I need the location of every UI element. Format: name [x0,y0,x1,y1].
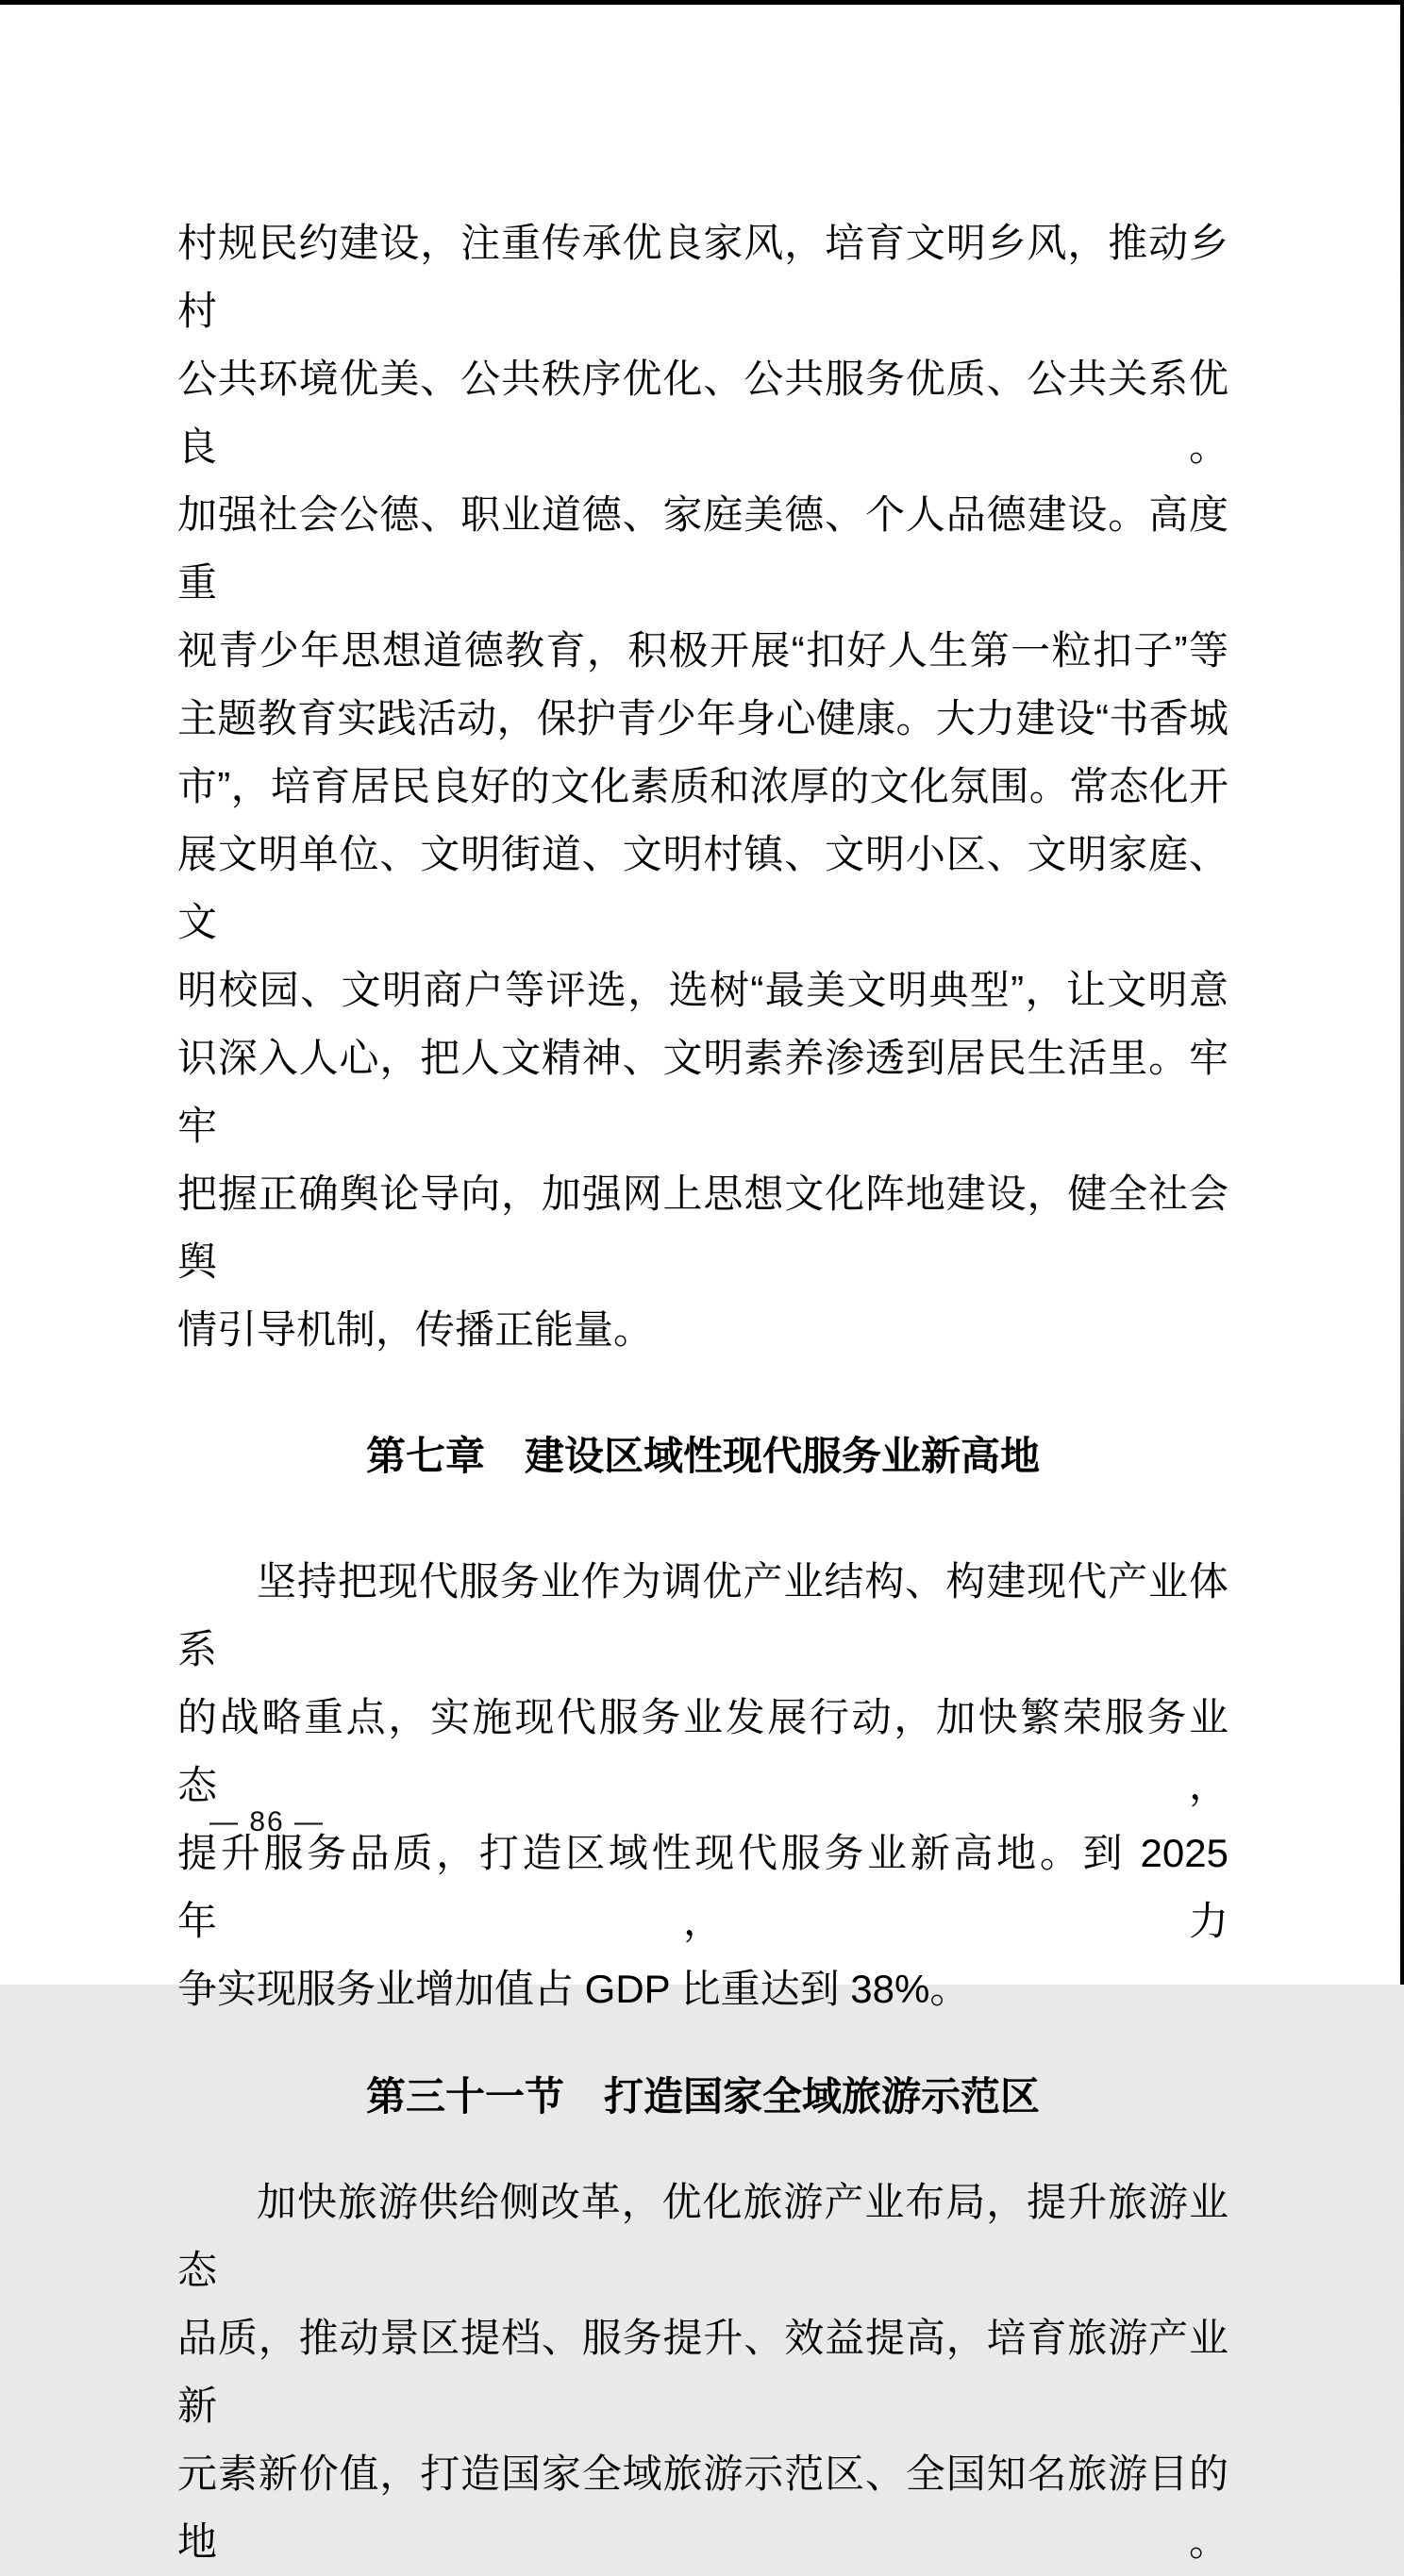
text-line: 展文明单位、文明街道、文明村镇、文明小区、文明家庭、文 [177,832,1228,944]
text-line: 元素新价值，打造国家全域旅游示范区、全国知名旅游目的地。 [177,2451,1228,2564]
paragraph [177,209,1228,1364]
page-body [177,209,1228,2576]
page-number: — 86 — [209,1806,326,1837]
text-line: 主题教育实践活动，保护青少年身心健康。大力建设“书香城 [177,696,1228,740]
paragraph [177,2169,1228,2576]
text-line: 提升服务品质，打造区域性现代服务业新高地。到 2025 年，力 [177,1831,1228,1943]
text-line: 加强社会公德、职业道德、家庭美德、个人品德建设。高度重 [177,492,1228,605]
text-line: 争实现服务业增加值占 GDP 比重达到 38%。 [177,1967,970,2011]
text-line: 情引导机制，传播正能量。 [177,1307,654,1352]
text-line: 的战略重点，实施现代服务业发展行动，加快繁荣服务业态， [177,1695,1228,1807]
text-line: 加快旅游供给侧改革，优化旅游产业布局，提升旅游业态 [177,2180,1228,2292]
text-line: 把握正确舆论导向，加强网上思想文化阵地建设，健全社会舆 [177,1172,1228,1284]
scan-edge-top [0,0,1404,5]
text-line: 识深入人心，把人文精神、文明素养渗透到居民生活里。牢牢 [177,1036,1228,1148]
paragraph [177,1548,1228,2023]
chapter-heading: 第七章 建设区域性现代服务业新高地 [365,1434,1040,1478]
text-line: 市”，培育居民良好的文化素质和浓厚的文化氛围。常态化开 [177,764,1228,808]
text-line: 视青少年思想道德教育，积极开展“扣好人生第一粒扣子”等 [177,628,1228,673]
text-line: 公共环境优美、公共秩序优化、公共服务优质、公共关系优良。 [177,357,1228,469]
scan-edge-right [1400,0,1404,1985]
section-heading: 第三十一节 打造国家全域旅游示范区 [365,2074,1040,2119]
text-line: 品质，推动景区提档、服务提升、效益提高，培育旅游产业新 [177,2316,1228,2428]
text-line: 村规民约建设，注重传承优良家风，培育文明乡风，推动乡村 [177,221,1228,333]
text-line: 明校园、文明商户等评选，选树“最美文明典型”，让文明意 [177,968,1228,1012]
text-line: 坚持把现代服务业作为调优产业结构、构建现代产业体系 [177,1559,1228,1671]
